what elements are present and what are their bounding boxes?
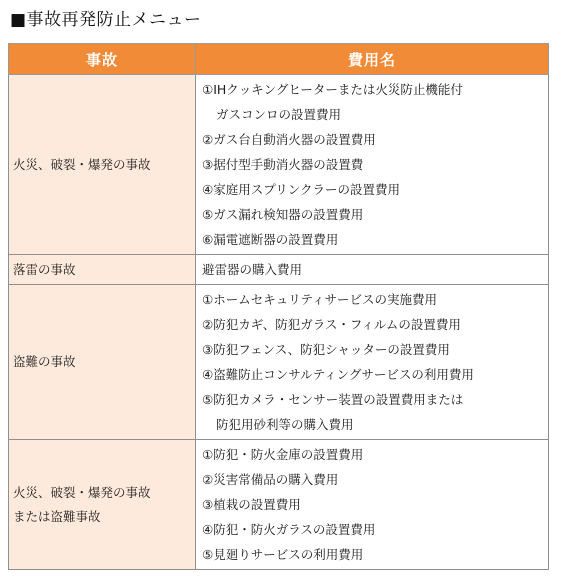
table-header-row [9, 44, 549, 75]
accident-label: 火災、破裂・爆発の事故 [13, 484, 151, 500]
cost-item: ガスコンロの設置費用 [216, 107, 342, 122]
cost-item: ⑤ガス漏れ検知器の設置費用 [202, 207, 364, 222]
cost-item: ⑥漏電遮断器の設置費用 [202, 232, 339, 247]
column-header-accident: 事故 [9, 44, 196, 75]
cost-items-cell [196, 75, 549, 255]
accident-label: 落雷の事故 [13, 261, 76, 277]
prevention-menu-table [8, 43, 549, 570]
cost-item: ③防犯フェンス、防犯シャッターの設置費用 [202, 342, 450, 357]
cost-item: ④家庭用スプリンクラーの設置費用 [202, 182, 400, 197]
accident-label: 盗難の事故 [13, 354, 76, 369]
cost-item: 防犯用砂利等の購入費用 [216, 417, 354, 432]
page-title: ■事故再発防止メニュー [10, 10, 202, 30]
cost-item: ③植栽の設置費用 [202, 497, 301, 512]
accident-cell [9, 75, 196, 255]
cost-item: ④盗難防止コンサルティングサービスの利用費用 [202, 367, 474, 382]
cost-item: ②防犯カギ、防犯ガラス・フィルムの設置費用 [202, 317, 461, 332]
cost-item: ⑤見廻りサービスの利用費用 [202, 547, 364, 562]
cost-item: 避雷器の購入費用 [202, 262, 303, 277]
cost-item: ①IHクッキングヒーターまたは火災防止機能付 [202, 82, 463, 97]
cost-item: ⑤防犯カメラ・センサー装置の設置費用または [202, 392, 464, 407]
accident-cell [9, 255, 196, 285]
cost-item: ②災害常備品の購入費用 [202, 472, 339, 487]
cost-item: ①ホームセキュリティサービスの実施費用 [202, 292, 437, 307]
cost-items-cell [196, 285, 549, 440]
accident-cell [9, 440, 196, 570]
table-row [9, 440, 549, 570]
cost-item: ④防犯・防火ガラスの設置費用 [202, 522, 376, 537]
table-row [9, 255, 549, 285]
accident-label-line2: または盗難事故 [13, 508, 101, 524]
cost-item: ①防犯・防火金庫の設置費用 [202, 447, 364, 462]
cost-items-cell [196, 255, 549, 285]
accident-cell [9, 285, 196, 440]
cost-items-cell [196, 440, 549, 570]
accident-label: 火災、破裂・爆発の事故 [13, 156, 151, 172]
cost-item: ②ガス台自動消火器の設置費用 [202, 132, 376, 147]
cost-item: ③据付型手動消火器の設置費 [202, 157, 364, 172]
table-row [9, 75, 549, 255]
table-row [9, 285, 549, 440]
column-header-cost-name: 費用名 [196, 44, 549, 75]
